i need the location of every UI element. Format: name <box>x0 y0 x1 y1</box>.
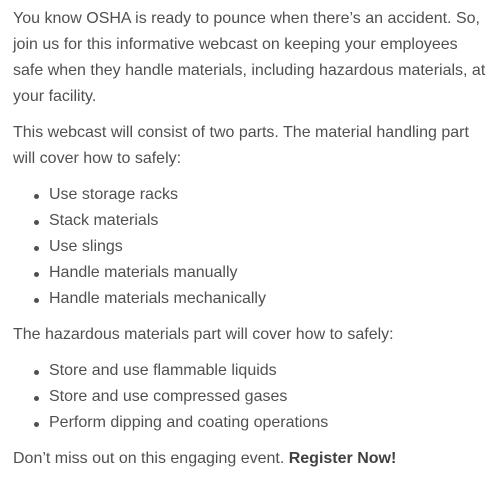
list-item: Handle materials manually <box>49 260 488 286</box>
hazardous-intro-paragraph: The hazardous materials part will cover how to safely: <box>13 326 394 343</box>
list-item: Perform dipping and coating operations <box>49 410 488 436</box>
list-item: Use storage racks <box>49 182 488 208</box>
parts-intro-paragraph: This webcast will consist of two parts. The material handling part will cover how to safely: <box>13 124 469 167</box>
material-handling-list <box>13 182 488 312</box>
list-item: Store and use compressed gases <box>49 384 488 410</box>
intro-paragraph: You know OSHA is ready to pounce when there’s an accident. So, join us for this informative webcast on keeping your employees safe when they handle materials, including hazardous materials, at your facility. <box>13 10 486 105</box>
closing-text: Don’t miss out on this engaging event. <box>13 450 289 467</box>
list-item: Store and use flammable liquids <box>49 358 488 384</box>
closing-paragraph <box>13 446 488 472</box>
list-item: Use slings <box>49 234 488 260</box>
list-item: Stack materials <box>49 208 488 234</box>
register-now-link[interactable]: Register Now! <box>288 450 397 467</box>
hazardous-materials-list <box>13 358 488 436</box>
list-item: Handle materials mechanically <box>49 286 488 312</box>
